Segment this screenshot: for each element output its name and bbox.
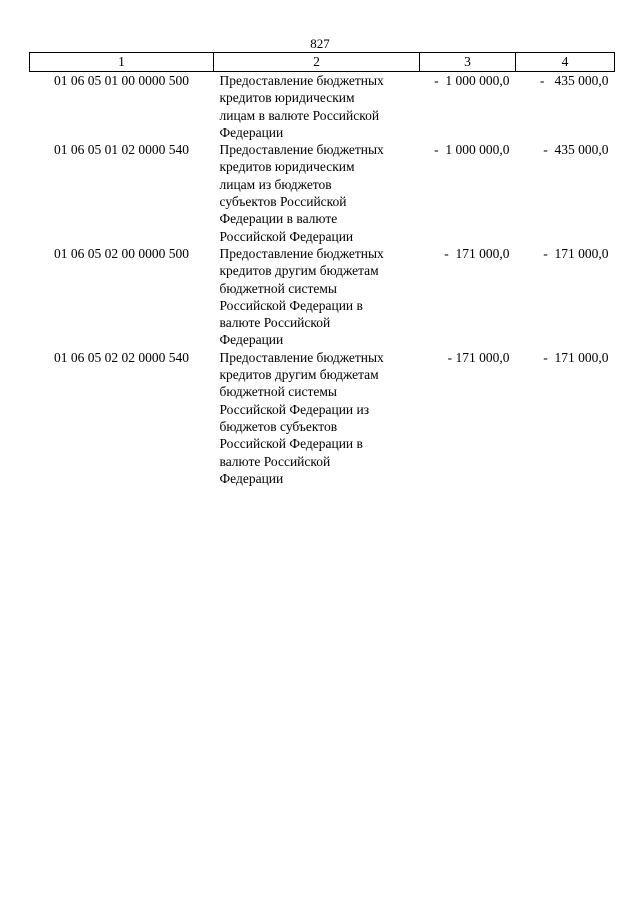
description-line: валюте Российской: [219, 315, 331, 331]
description-line: кредитов другим бюджетам: [219, 263, 379, 279]
description-line: бюджетной системы: [219, 384, 337, 400]
description-line: Предоставление бюджетных: [219, 73, 384, 88]
description-cell: [214, 72, 420, 142]
header-col-2: 2: [214, 53, 420, 72]
budget-table: [29, 52, 615, 487]
amount-col-3: - 1 000 000,0: [434, 142, 510, 158]
table-header-row: [30, 53, 615, 72]
amount-col-4: - 435 000,0: [543, 142, 609, 158]
description-line: Российской Федерации: [219, 228, 354, 244]
budget-code: 01 06 05 02 00 0000 500: [54, 245, 189, 261]
description-line: валюте Российской: [219, 453, 331, 469]
description-line: Предоставление бюджетных: [219, 349, 384, 365]
header-col-1: 1: [30, 53, 214, 72]
description-line: Российской Федерации в: [219, 297, 363, 313]
description-cell: [214, 245, 420, 349]
description-line: кредитов юридическим: [219, 90, 355, 106]
description-line: Федерации: [219, 470, 284, 486]
description-cell: [214, 141, 420, 245]
description-line: Федерации в валюте: [219, 211, 338, 227]
page-number: 827: [310, 36, 330, 51]
description-line: Российской Федерации из: [219, 401, 370, 417]
description-line: кредитов юридическим: [219, 159, 355, 175]
description-line: Предоставление бюджетных: [219, 245, 384, 261]
amount-col-4: - 171 000,0: [543, 349, 609, 365]
budget-code: 01 06 05 01 00 0000 500: [54, 73, 189, 88]
amount-col-4: - 435 000,0: [539, 73, 609, 88]
description-line: бюджетов субъектов: [219, 418, 338, 434]
description-line: Российской Федерации в: [219, 436, 363, 452]
description-line: кредитов другим бюджетам: [219, 367, 379, 383]
description-line: Федерации: [219, 124, 284, 140]
amount-col-4: - 171 000,0: [543, 245, 609, 261]
budget-code: 01 06 05 01 02 0000 540: [54, 142, 189, 158]
description-line: лицам в валюте Российской: [219, 107, 380, 123]
header-col-3: 3: [420, 53, 516, 72]
header-col-4: 4: [516, 53, 615, 72]
table-row: [30, 72, 615, 142]
amount-col-3: - 1 000 000,0: [434, 73, 510, 88]
description-line: бюджетной системы: [219, 280, 337, 296]
description-cell: [214, 349, 420, 487]
amount-col-3: - 171 000,0: [447, 349, 510, 365]
description-line: Федерации: [219, 332, 284, 348]
table-row: [30, 245, 615, 349]
description-line: субъектов Российской: [219, 194, 347, 210]
budget-code: 01 06 05 02 02 0000 540: [54, 349, 189, 365]
table-row: [30, 349, 615, 487]
table-row: [30, 141, 615, 245]
description-line: Предоставление бюджетных: [219, 142, 384, 158]
amount-col-3: - 171 000,0: [444, 245, 510, 261]
description-line: лицам из бюджетов: [219, 176, 332, 192]
